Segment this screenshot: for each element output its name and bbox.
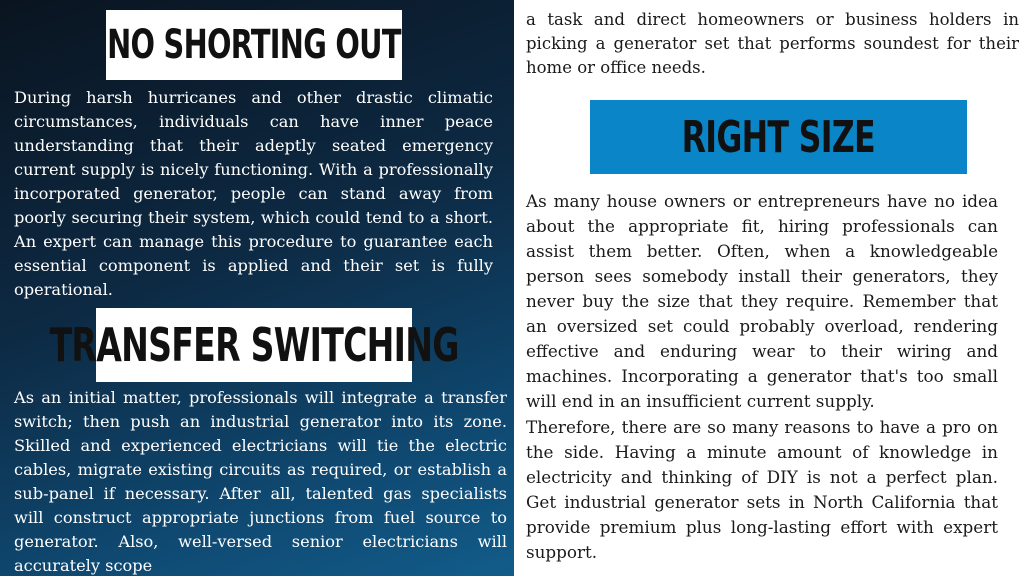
- heading-transfer-switching: [49, 308, 459, 382]
- paragraph-no-shorting-out: During harsh hurricanes and other drastic climatic circumstances, individuals can have inner peace understanding that their adeptly seated emergency current supply is nicely functioning. With a professionally incorporated generator, people can stand away from poorly securing their system, which could tend to a short. An expert can manage this procedure to guarantee each essential component is applied and their set is fully operational.: [14, 88, 493, 299]
- paragraph-conclusion: Therefore, there are so many reasons to have a pro on the side. Having a minute amount of knowledge in electricity and thinking of DIY is not a perfect plan. Get industrial generator sets in North California that provide premium plus long-lasting effort with expert support.: [526, 417, 998, 562]
- heading-no-shorting-out-text: NO SHORTING OUT: [107, 22, 401, 68]
- heading-transfer-switching-text: TRANSFER SWITCHING: [49, 318, 459, 372]
- paragraph-transfer-switching: As an initial matter, professionals will integrate a transfer switch; then push an industrial generator into its zone. Skilled and experienced electricians will tie the electric cables, migrate existing circuits as required, or establish a sub-panel if necessary. After all, talented gas specialists will construct appropriate junctions from fuel source to generator. Also, well-versed senior electricians will accurately scope: [14, 388, 507, 575]
- paragraph-continued: a task and direct homeowners or business holders in picking a generator set that performs soundest for their home or office needs.: [526, 10, 1019, 77]
- paragraph-right-size: As many house owners or entrepreneurs have no idea about the appropriate fit, hiring professionals can assist them better. Often, when a knowledgeable person sees somebody install their generators, they never buy the size that they require. Remember that an oversized set could probably overload, rendering effective and enduring wear to their wiring and machines. Incorporating a generator that's too small will end in an insufficient current supply.: [526, 191, 998, 411]
- right-panel: [514, 0, 1024, 576]
- heading-no-shorting-out: [106, 10, 402, 80]
- heading-right-size-text: RIGHT SIZE: [681, 111, 876, 163]
- heading-right-size: [590, 100, 967, 174]
